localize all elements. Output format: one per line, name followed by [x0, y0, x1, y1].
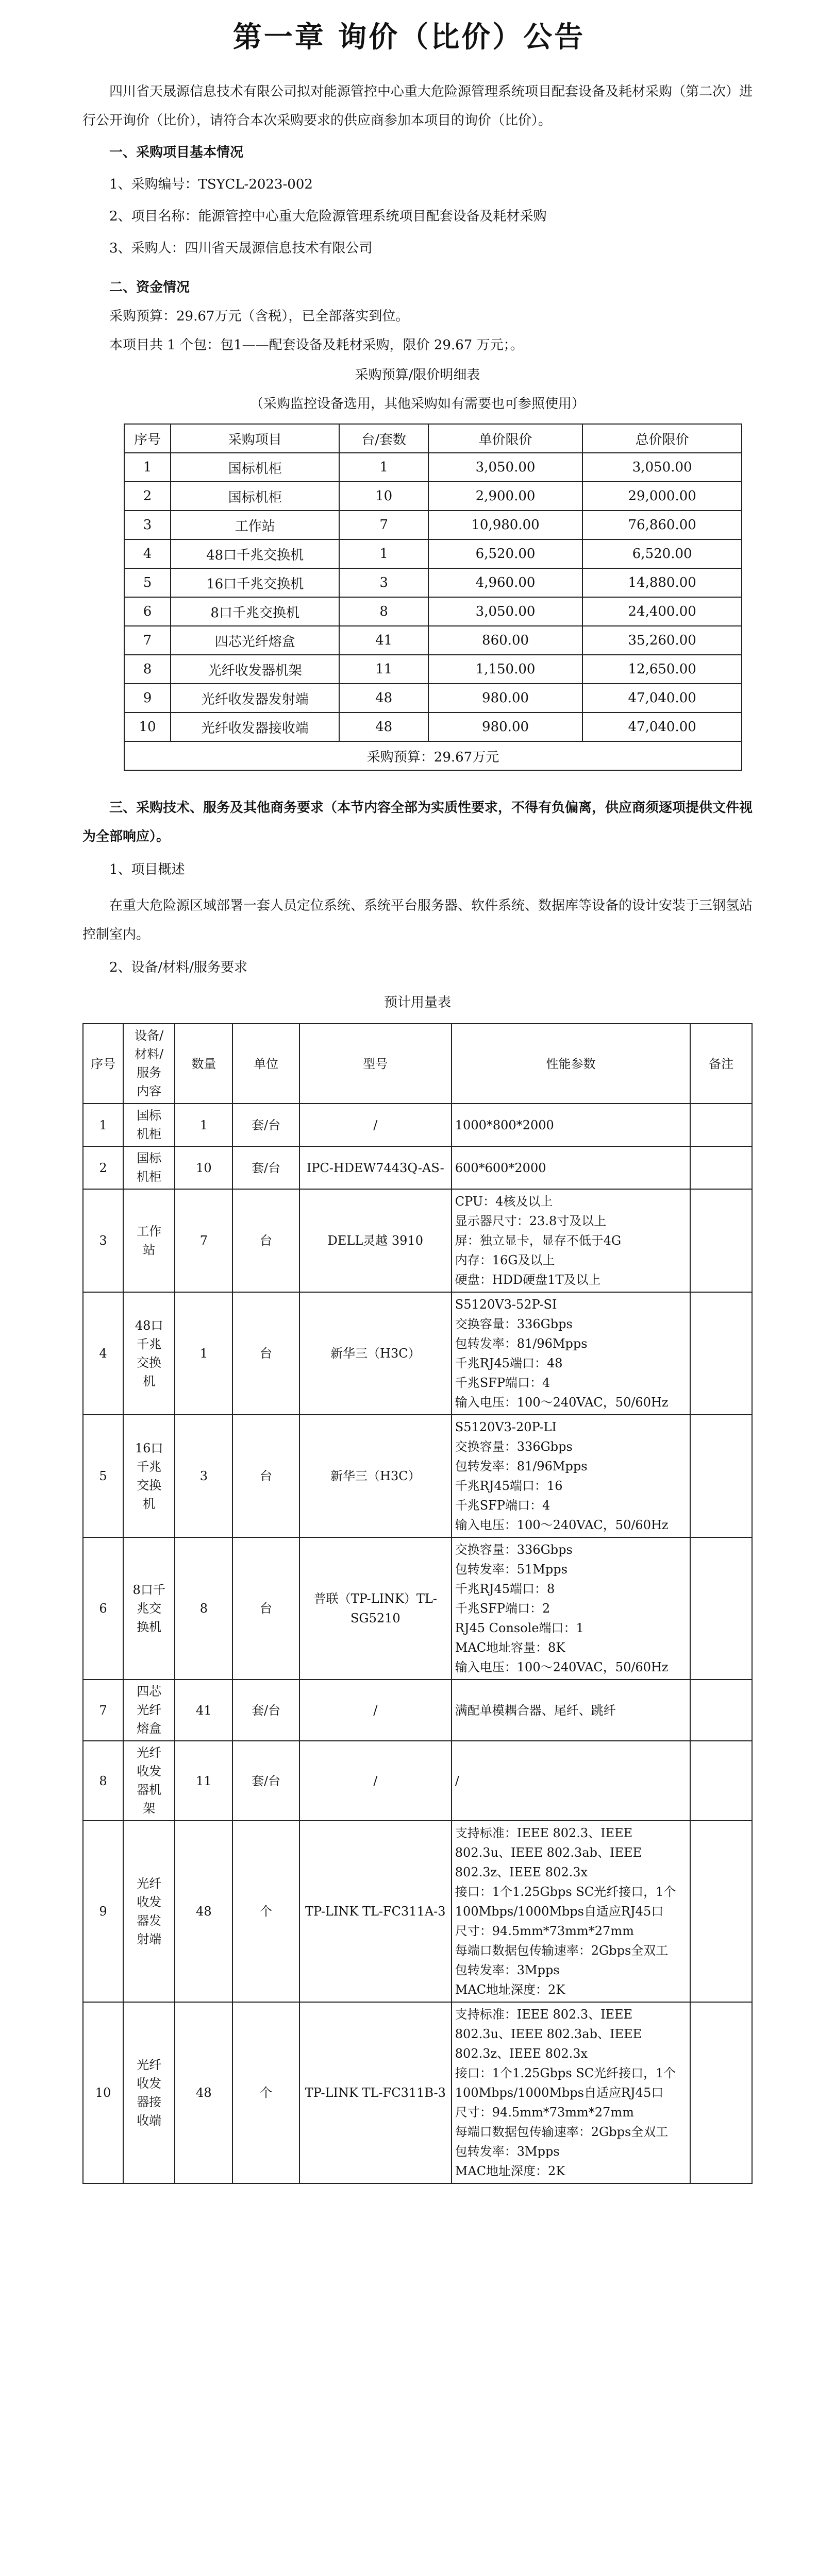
table-cell-name: [123, 1146, 175, 1189]
item-name: 光纤收发器机架: [137, 1745, 162, 1816]
table-cell: 7: [339, 511, 428, 539]
table-cell: 2,900.00: [428, 482, 583, 511]
table-cell: 1,150.00: [428, 655, 583, 684]
header-cell: 总价限价: [582, 424, 742, 453]
table-cell: 6,520.00: [582, 539, 742, 568]
table-cell-model: IPC-HDEW7443Q-AS-: [299, 1146, 452, 1189]
usage-table-caption: 预计用量表: [383, 995, 451, 1010]
table-cell-no: 9: [83, 1821, 123, 2002]
table-row: [83, 2002, 752, 2183]
table-row: [83, 1537, 752, 1680]
table-cell-spec: S5120V3-20P-LI 交换容量：336Gbps 包转发率：81/96Mpps 千兆RJ45端口：16 千兆SFP端口：4 输入电压：100～240VAC，50/60Hz: [452, 1415, 690, 1537]
table-cell: 7: [124, 626, 171, 655]
list-heading: 2、设备/材料/服务要求: [109, 960, 248, 975]
table-cell: 5: [124, 568, 171, 597]
table-row: [83, 1741, 752, 1821]
table-cell-no: 7: [83, 1680, 123, 1741]
header-cell: 序号: [83, 1024, 123, 1104]
table-cell-name: [123, 1537, 175, 1680]
table-cell: 四芯光纤熔盒: [171, 626, 340, 655]
table-cell-unit: 台: [232, 1415, 299, 1537]
package-text: 本项目共 1 个包：包1——配套设备及耗材采购，限价 29.67 万元；。: [109, 337, 524, 353]
table-cell-spec: 交换容量：336Gbps 包转发率：51Mpps 千兆RJ45端口：8 千兆SFP端口：2 RJ45 Console端口：1 MAC地址容量：8K 输入电压：100～240VAC，50/60Hz: [452, 1537, 690, 1680]
header-cell: 单价限价: [428, 424, 583, 453]
table-cell-qty: 41: [175, 1680, 232, 1741]
table-cell: 8口千兆交换机: [171, 597, 340, 626]
table-cell-unit: 套/台: [232, 1146, 299, 1189]
table-cell: 41: [339, 626, 428, 655]
table-cell-note: [690, 1741, 752, 1821]
table-cell: 9: [124, 684, 171, 713]
table-cell-name: [123, 1741, 175, 1821]
table-cell: 3,050.00: [428, 597, 583, 626]
table-cell-unit: 个: [232, 2002, 299, 2183]
table-cell: 10: [339, 482, 428, 511]
item-name: 8口千兆交换机: [132, 1582, 165, 1634]
table-cell-qty: 3: [175, 1415, 232, 1537]
table-cell: 6,520.00: [428, 539, 583, 568]
table-cell-no: 1: [83, 1104, 123, 1146]
table-cell-spec: S5120V3-52P-SI 交换容量：336Gbps 包转发率：81/96Mpps 千兆RJ45端口：48 千兆SFP端口：4 输入电压：100～240VAC，50/60Hz: [452, 1292, 690, 1415]
item-name: 光纤收发器接收端: [137, 2057, 162, 2128]
table-cell-qty: 1: [175, 1104, 232, 1146]
table-cell-no: 2: [83, 1146, 123, 1189]
table-row: [124, 713, 742, 741]
table-cell-qty: 11: [175, 1741, 232, 1821]
table-cell: 980.00: [428, 713, 583, 741]
table-cell: 3,050.00: [428, 453, 583, 482]
table-cell-note: [690, 1537, 752, 1680]
table-cell: 10: [124, 713, 171, 741]
table-cell: 4,960.00: [428, 568, 583, 597]
table-cell: 980.00: [428, 684, 583, 713]
table-cell: 国标机柜: [171, 482, 340, 511]
table-cell-name: [123, 1415, 175, 1537]
table-cell: 24,400.00: [582, 597, 742, 626]
table-cell-spec: 支持标准：IEEE 802.3、IEEE 802.3u、IEEE 802.3ab、IEEE 802.3z、IEEE 802.3x 接口：1个1.25Gbps SC光纤接口，1个100Mbps/1000Mbps自适应RJ45口 尺寸：94.5mm*73mm*27mm 每端口数据包传输速率：2Gbps全双工 包转发率：3Mpps MAC地址深度：2K: [452, 1821, 690, 2002]
budget-table-caption: 采购预算/限价明细表: [355, 367, 480, 383]
header-cell: 性能参数: [452, 1024, 690, 1104]
table-cell: 光纤收发器接收端: [171, 713, 340, 741]
table-cell-no: 8: [83, 1741, 123, 1821]
table-row: [124, 453, 742, 482]
table-cell: 4: [124, 539, 171, 568]
header-cell: 型号: [299, 1024, 452, 1104]
table-row: [83, 1821, 752, 2002]
table-cell-model: /: [299, 1104, 452, 1146]
table-cell-name: [123, 1292, 175, 1415]
table-cell: 48: [339, 684, 428, 713]
table-cell: 12,650.00: [582, 655, 742, 684]
item-name: 国标机柜: [137, 1108, 162, 1141]
table-cell-unit: 套/台: [232, 1741, 299, 1821]
table-cell: 1: [124, 453, 171, 482]
table-cell: 3: [124, 511, 171, 539]
header-cell: 备注: [690, 1024, 752, 1104]
table-cell-name: [123, 1680, 175, 1741]
table-cell-note: [690, 1821, 752, 2002]
header-cell: 设备/材料/服务内容: [123, 1024, 175, 1104]
budget-table-note: （采购监控设备选用，其他采购如有需要也可参照使用）: [249, 396, 585, 412]
table-row: [124, 511, 742, 539]
section2-heading: 二、资金情况: [109, 280, 190, 295]
table-cell: 76,860.00: [582, 511, 742, 539]
item-name: 国标机柜: [137, 1151, 162, 1184]
table-row: [124, 684, 742, 713]
table-cell: 29,000.00: [582, 482, 742, 511]
table-cell-model: TP-LINK TL-FC311B-3: [299, 2002, 452, 2183]
table-cell-unit: 台: [232, 1537, 299, 1680]
table-cell-note: [690, 1104, 752, 1146]
table-cell-no: 10: [83, 2002, 123, 2183]
table-cell: 光纤收发器机架: [171, 655, 340, 684]
table-cell-spec: /: [452, 1741, 690, 1821]
table-cell-spec: 600*600*2000: [452, 1146, 690, 1189]
table-cell: 48: [339, 713, 428, 741]
table-cell-note: [690, 1146, 752, 1189]
budget-table-header: [124, 424, 742, 453]
table-cell: 8: [339, 597, 428, 626]
table-cell-name: [123, 1821, 175, 2002]
table-cell: 6: [124, 597, 171, 626]
table-row: [124, 597, 742, 626]
intro-paragraph: 四川省天晟源信息技术有限公司拟对能源管控中心重大危险源管理系统项目配套设备及耗材采购（第二次）进行公开询价（比价），请符合本次采购要求的供应商参加本项目的询价（比价）。: [82, 84, 753, 128]
item-name: 光纤收发器发射端: [137, 1876, 162, 1946]
table-cell: 860.00: [428, 626, 583, 655]
table-cell-qty: 48: [175, 1821, 232, 2002]
section1-heading: 一、采购项目基本情况: [109, 145, 244, 160]
table-cell: 11: [339, 655, 428, 684]
table-row: [124, 482, 742, 511]
table-cell-no: 6: [83, 1537, 123, 1680]
budget-text: 采购预算：29.67万元（含税），已全部落实到位。: [109, 309, 409, 324]
table-cell: 35,260.00: [582, 626, 742, 655]
table-cell-spec: 满配单模耦合器、尾纤、跳纤: [452, 1680, 690, 1741]
table-cell: 工作站: [171, 511, 340, 539]
buyer: 3、采购人：四川省天晟源信息技术有限公司: [109, 241, 373, 256]
table-row: [124, 626, 742, 655]
table-cell-qty: 48: [175, 2002, 232, 2183]
item-name: 16口千兆交换机: [135, 1440, 163, 1511]
table-cell-name: [123, 1104, 175, 1146]
table-cell: 48口千兆交换机: [171, 539, 340, 568]
header-cell: 序号: [124, 424, 171, 453]
table-cell-model: /: [299, 1680, 452, 1741]
table-cell-no: 4: [83, 1292, 123, 1415]
table-row: [83, 1189, 752, 1292]
table-cell-model: TP-LINK TL-FC311A-3: [299, 1821, 452, 2002]
table-row: [83, 1104, 752, 1146]
table-cell-note: [690, 1415, 752, 1537]
header-cell: 台/套数: [339, 424, 428, 453]
item-name: 48口千兆交换机: [135, 1318, 163, 1388]
table-cell: 8: [124, 655, 171, 684]
table-cell: 16口千兆交换机: [171, 568, 340, 597]
table-cell: 光纤收发器发射端: [171, 684, 340, 713]
budget-total-row: [124, 741, 742, 770]
table-row: [83, 1292, 752, 1415]
table-row: [124, 539, 742, 568]
table-cell-model: 普联（TP-LINK）TL-SG5210: [299, 1537, 452, 1680]
page-title: 第一章 询价（比价）公告: [232, 20, 586, 54]
table-cell-qty: 10: [175, 1146, 232, 1189]
usage-table-header: [83, 1024, 752, 1104]
project-name: 2、项目名称：能源管控中心重大危险源管理系统项目配套设备及耗材采购: [109, 209, 547, 224]
table-cell-note: [690, 1292, 752, 1415]
table-cell-note: [690, 1189, 752, 1292]
table-cell-unit: 个: [232, 1821, 299, 2002]
table-cell-spec: 1000*800*2000: [452, 1104, 690, 1146]
table-cell-no: 5: [83, 1415, 123, 1537]
table-cell-model: 新华三（H3C）: [299, 1415, 452, 1537]
table-cell: 47,040.00: [582, 684, 742, 713]
budget-total: 采购预算：29.67万元: [124, 741, 742, 770]
table-cell-model: 新华三（H3C）: [299, 1292, 452, 1415]
table-cell-qty: 7: [175, 1189, 232, 1292]
table-cell-name: [123, 1189, 175, 1292]
header-cell: 单位: [232, 1024, 299, 1104]
table-row: [83, 1680, 752, 1741]
table-cell-unit: 台: [232, 1189, 299, 1292]
budget-table: [124, 423, 742, 771]
header-cell: 数量: [175, 1024, 232, 1104]
procurement-number: 1、采购编号：TSYCL-2023-002: [109, 177, 313, 192]
table-cell: 3: [339, 568, 428, 597]
usage-table: [82, 1023, 753, 2184]
section3-heading: 三、采购技术、服务及其他商务要求（本节内容全部为实质性要求，不得有负偏离，供应商须逐项提供文件视为全部响应）。: [82, 800, 753, 844]
table-cell-unit: 台: [232, 1292, 299, 1415]
table-cell-unit: 套/台: [232, 1104, 299, 1146]
overview-text: 在重大危险源区域部署一套人员定位系统、系统平台服务器、软件系统、数据库等设备的设计安装于三钢氢站控制室内。: [82, 898, 753, 942]
item-name: 工作站: [137, 1224, 162, 1257]
table-cell: 国标机柜: [171, 453, 340, 482]
table-cell: 2: [124, 482, 171, 511]
table-row: [83, 1415, 752, 1537]
table-cell: 3,050.00: [582, 453, 742, 482]
table-cell-qty: 8: [175, 1537, 232, 1680]
table-row: [124, 568, 742, 597]
table-cell-note: [690, 1680, 752, 1741]
header-cell: 采购项目: [171, 424, 340, 453]
table-cell-model: DELL灵越 3910: [299, 1189, 452, 1292]
table-cell-no: 3: [83, 1189, 123, 1292]
table-cell-name: [123, 2002, 175, 2183]
overview-heading: 1、项目概述: [109, 862, 185, 877]
table-cell: 1: [339, 453, 428, 482]
table-cell-note: [690, 2002, 752, 2183]
table-cell-qty: 1: [175, 1292, 232, 1415]
table-cell: 14,880.00: [582, 568, 742, 597]
item-name: 四芯光纤熔盒: [137, 1684, 162, 1736]
table-row: [124, 655, 742, 684]
table-cell-model: /: [299, 1741, 452, 1821]
table-cell-unit: 套/台: [232, 1680, 299, 1741]
table-cell-spec: 支持标准：IEEE 802.3、IEEE 802.3u、IEEE 802.3ab、IEEE 802.3z、IEEE 802.3x 接口：1个1.25Gbps SC光纤接口，1个100Mbps/1000Mbps自适应RJ45口 尺寸：94.5mm*73mm*27mm 每端口数据包传输速率：2Gbps全双工 包转发率：3Mpps MAC地址深度：2K: [452, 2002, 690, 2183]
table-cell: 1: [339, 539, 428, 568]
table-cell-spec: CPU：4核及以上 显示器尺寸：23.8寸及以上 屏：独立显卡，显存不低于4G 内存：16G及以上 硬盘：HDD硬盘1T及以上: [452, 1189, 690, 1292]
table-cell: 47,040.00: [582, 713, 742, 741]
table-cell: 10,980.00: [428, 511, 583, 539]
table-row: [83, 1146, 752, 1189]
